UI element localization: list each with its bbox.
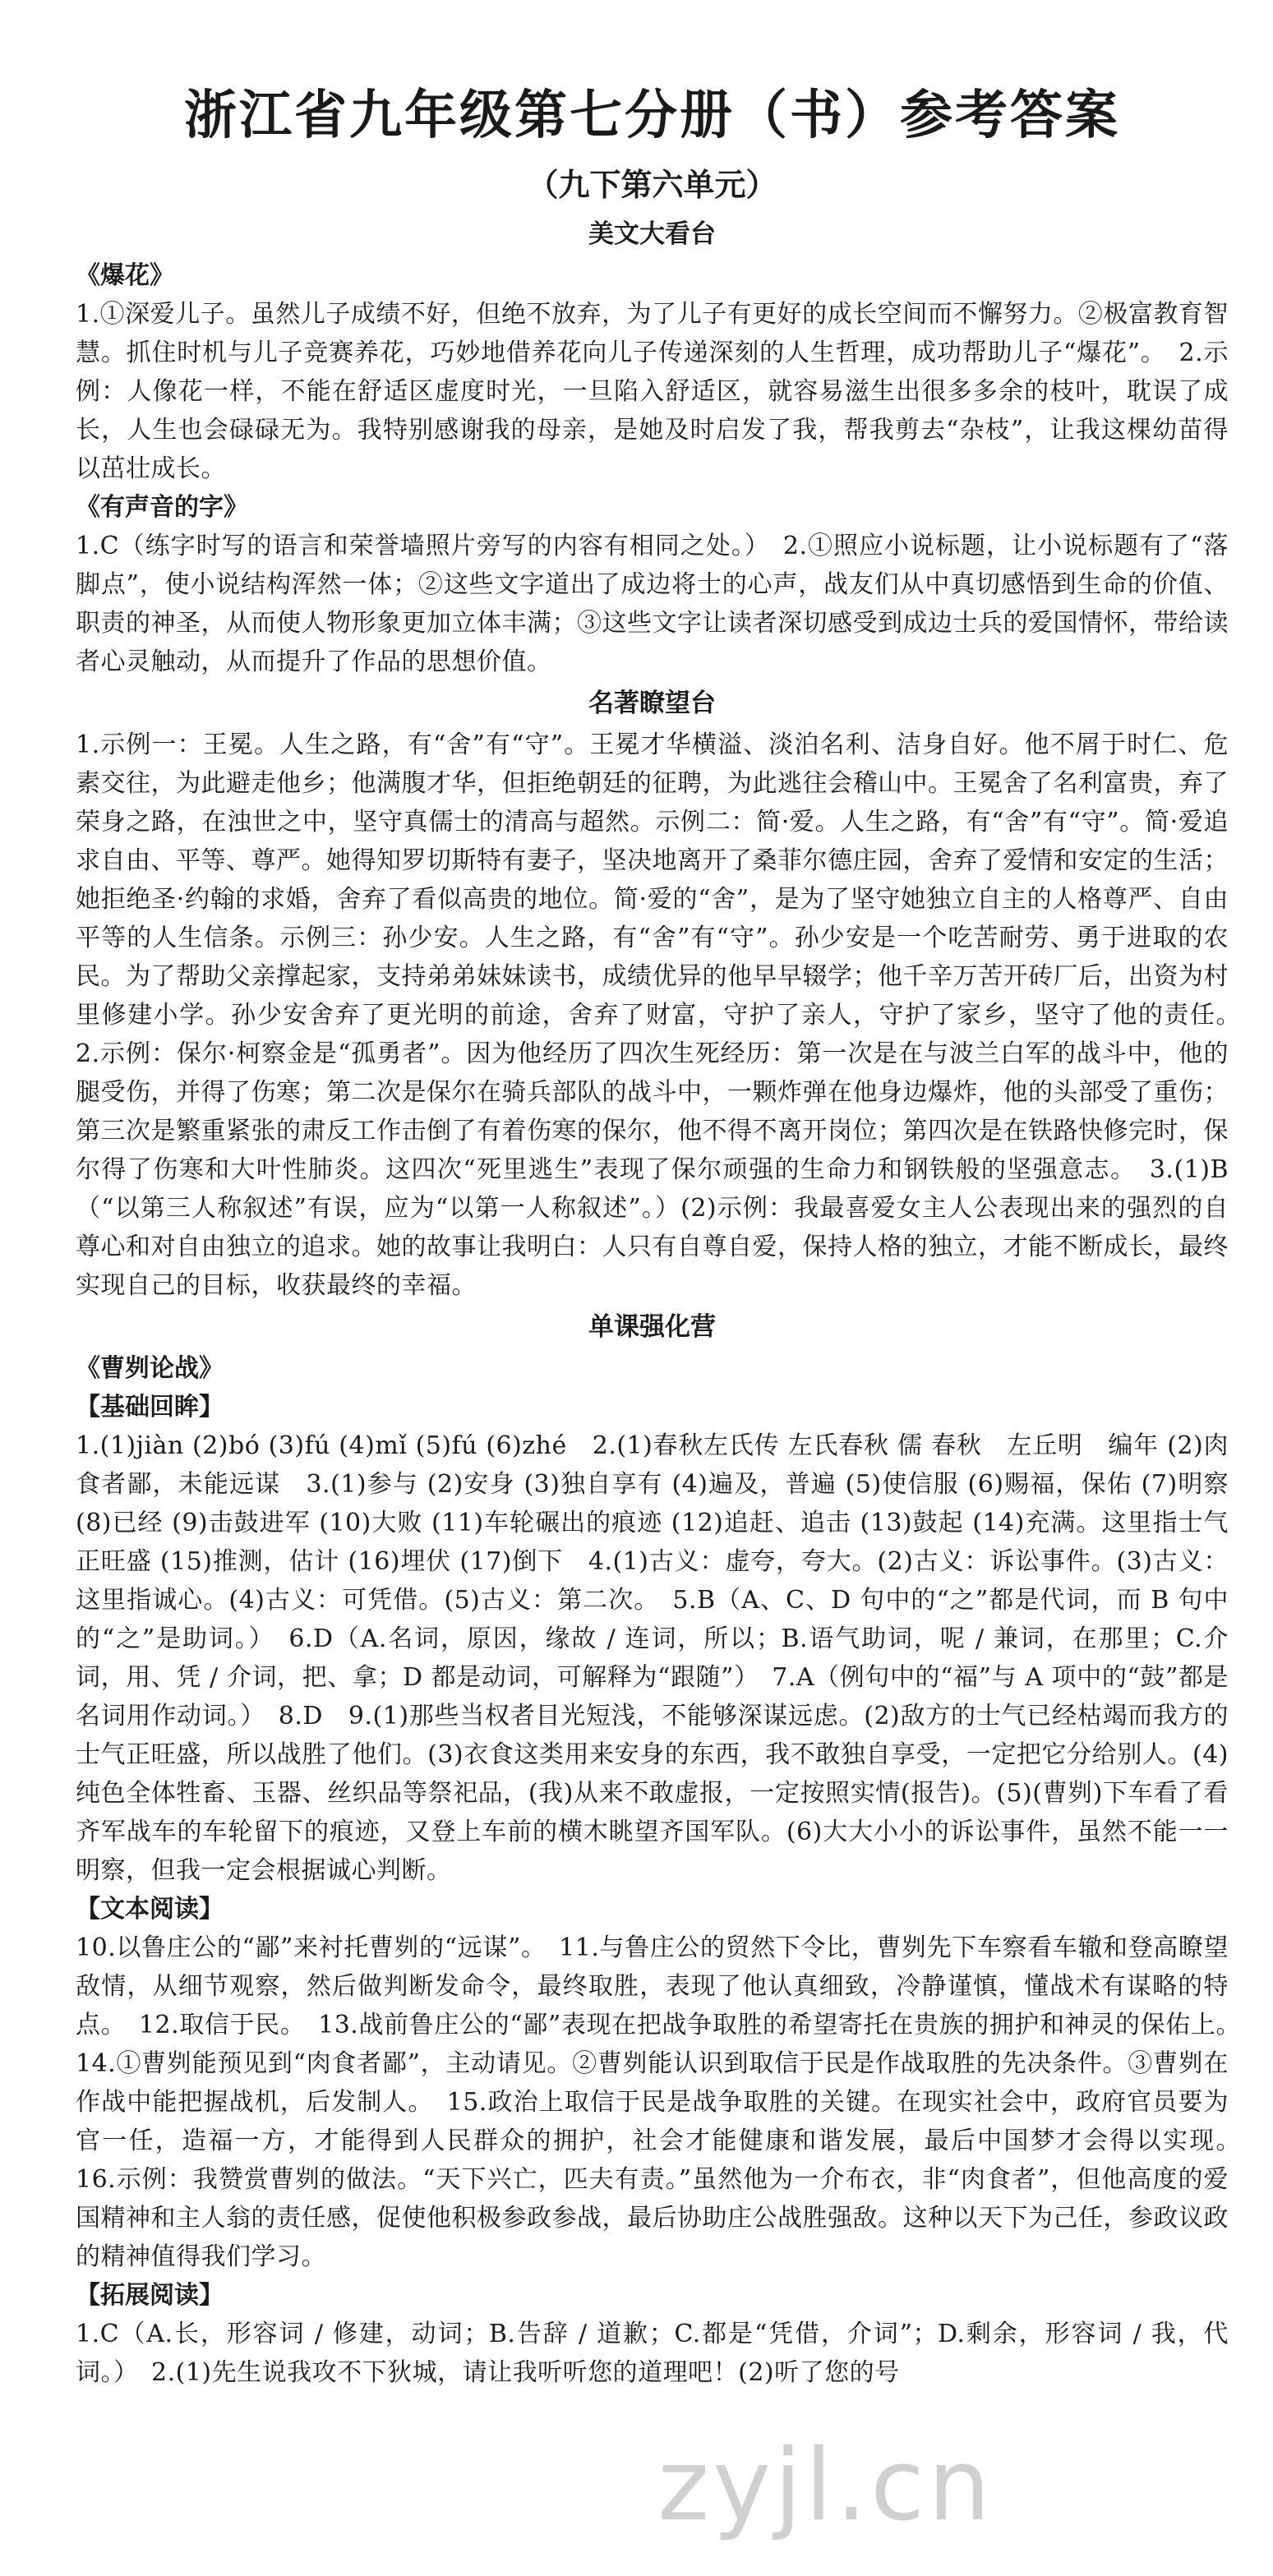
sub-heading: 【拓展阅读】 [76, 2281, 224, 2310]
section-mingzhu [76, 683, 1254, 1305]
section-heading: 美文大看台 [588, 219, 716, 249]
answer-paragraph: 10.以鲁庄公的“鄙”来衬托曹刿的“远谋”。 11.与鲁庄公的贸然下令比，曹刿先下车察看车辙和登高瞭望敌情，从细节观察，然后做判断发命令，最终取胜，表现了他认真细致，冷静谨慎，懂战术有谋略的特点。 12.取信于民。 13.战前鲁庄公的“鄙”表现在把战争取胜的希望寄托在贵族的拥护和神灵的保佑上。 14.①曹刿能预见到“肉食者鄙”，主动请见。②曹刿能认识到取信于民是作战取胜的先决条件。③曹刿在作战中能把握战机，后发制人。 15.政治上取信于民是战争取胜的关键。在现实社会中，政府官员要为官一任，造福一方，才能得到人民群众的拥护，社会才能健康和谐发展，最后中国梦才会得以实现。 16.示例：我赞赏曹刿的做法。“天下兴亡，匹夫有责。”虽然他为一介布衣，非“肉食者”，但他高度的爱国精神和主人翁的责任感，促使他积极参政参战，最后协助庄公战胜强敌。这种以天下为己任，参政议政的精神值得我们学习。 [76, 1933, 1254, 2271]
answer-paragraph: 1.①深爱儿子。虽然儿子成绩不好，但绝不放弃，为了儿子有更好的成长空间而不懈努力。②极富教育智慧。抓住时机与儿子竞赛养花，巧妙地借养花向儿子传递深刻的人生哲理，成功帮助儿子“爆花”。 2.示例：人像花一样，不能在舒适区虚度时光，一旦陷入舒适区，就容易滋生出很多多余的枝叶，耽误了成长，人生也会碌碌无为。我特别感谢我的母亲，是她及时启发了我，帮我剪去“杂枝”，让我这棵幼苗得以茁壮成长。 [76, 300, 1229, 483]
sub-heading: 【文本阅读】 [76, 1895, 224, 1924]
sub-heading: 【基础回眸】 [76, 1393, 224, 1422]
watermark-text: zyjl.cn [657, 2429, 994, 2543]
answer-paragraph: 1.(1)jiàn (2)bó (3)fú (4)mǐ (5)fú (6)zhé 2.(1)春秋左氏传 左氏春秋 儒 春秋 左丘明 编年 (2)肉食者鄙，未能远谋 3.(1)参与 (2)安身 (3)独自享有 (4)遍及，普遍 (5)使信服 (6)赐福，保佑 (7)明察 (8)已经 (9)击鼓进军 (10)大败 (11)车轮碾出的痕迹 (12)追赶、追击 (13)鼓起 (14)充满。这里指士气正旺盛 (15)推测，估计 (16)埋伏 (17)倒下 4.(1)古义：虚夸，夸大。(2)古义：诉讼事件。(3)古义：这里指诚心。(4)古义：可凭借。(5)古义：第二次。 5.B（A、C、D 句中的“之”都是代词，而 B 句中的“之”是助词。） 6.D（A.名词，原因，缘故 / 连词，所以；B.语气助词，呢 / 兼词，在那里；C.介词，用、凭 / 介词，把、拿；D 都是动词，可解释为“跟随”） 7.A（例句中的“福”与 A 项中的“鼓”都是名词用作动词。） 8.D 9.(1)那些当权者目光短浅，不能够深谋远虑。(2)敌方的士气已经枯竭而我方的士气正旺盛，所以战胜了他们。(3)衣食这类用来安身的东西，我不敢独自享受，一定把它分给别人。(4)纯色全体牲畜、玉器、丝织品等祭祀品，(我)从来不敢虚报，一定按照实情(报告)。(5)(曹刿)下车看了看齐军战车的车轮留下的痕迹，又登上车前的横木眺望齐国军队。(6)大大小小的诉讼事件，虽然不能一一明察，但我一定会根据诚心判断。 [76, 1431, 1229, 1885]
answer-paragraph: 1.C（A.长，形容词 / 修建，动词；B.告辞 / 道歉；C.都是“凭借，介词”；D.剩余，形容词 / 我，代词。） 2.(1)先生说我攻不下狄城，请让我听听您的道理吧！(2)听了您的号 [76, 2320, 1229, 2387]
article-title: 《曹刿论战》 [76, 1354, 224, 1383]
article-title: 《爆花》 [76, 261, 174, 290]
section-meiwen [76, 214, 1229, 681]
page-subtitle: （九下第六单元） [527, 167, 777, 203]
article-title: 《有声音的字》 [76, 493, 248, 522]
answer-paragraph: 1.C（练字时写的语言和荣誉墙照片旁写的内容有相同之处。） 2.①照应小说标题，让小说标题有了“落脚点”，使小说结构浑然一体；②这些文字道出了成边将士的心声，战友们从中真切感悟到生命的价值、职责的神圣，从而使人物形象更加立体丰满；③这些文字让读者深切感受到成边士兵的爱国情怀，带给读者心灵触动，从而提升了作品的思想价值。 [76, 532, 1229, 676]
section-heading: 名著瞭望台 [588, 689, 716, 718]
page-title: 浙江省九年级第七分册（书）参考答案 [184, 85, 1120, 146]
section-heading: 单课强化营 [588, 1312, 716, 1342]
answer-paragraph: 1.示例一：王冕。人生之路，有“舍”有“守”。王冕才华横溢、淡泊名利、洁身自好。他不屑于时仁、危素交往，为此避走他乡；他满腹才华，但拒绝朝廷的征聘，为此逃往会稽山中。王冕舍了名利富贵，弃了荣身之路，在浊世之中，坚守真儒士的清高与超然。示例二：简·爱。人生之路，有“舍”有“守”。简·爱追求自由、平等、尊严。她得知罗切斯特有妻子，坚决地离开了桑菲尔德庄园，舍弃了爱情和安定的生活；她拒绝圣·约翰的求婚，舍弃了看似高贵的地位。简·爱的“舍”，是为了坚守她独立自主的人格尊严、自由平等的人生信条。示例三：孙少安。人生之路，有“舍”有“守”。孙少安是一个吃苦耐劳、勇于进取的农民。为了帮助父亲撑起家，支持弟弟妹妹读书，成绩优异的他早早辍学；他千辛万苦开砖厂后，出资为村里修建小学。孙少安舍弃了更光明的前途，舍弃了财富，守护了亲人，守护了家乡，坚守了他的责任。 2.示例：保尔·柯察金是“孤勇者”。因为他经历了四次生死经历：第一次是在与波兰白军的战斗中，他的腿受伤，并得了伤寒；第二次是保尔在骑兵部队的战斗中，一颗炸弹在他身边爆炸，他的头部受了重伤；第三次是繁重紧张的肃反工作击倒了有着伤寒的保尔，他不得不离开岗位；第四次是在铁路快修完时，保尔得了伤寒和大叶性肺炎。这四次“死里逃生”表现了保尔顽强的生命力和钢铁般的坚强意志。 3.(1)B（“以第三人称叙述”有误，应为“以第一人称叙述”。）(2)示例：我最喜爱女主人公表现出来的强烈的自尊心和对自由独立的追求。她的故事让我明白：人只有自尊自爱，保持人格的独立，才能不断成长，最终实现自己的目标，收获最终的幸福。 [76, 730, 1254, 1300]
section-danke [76, 1306, 1254, 2392]
